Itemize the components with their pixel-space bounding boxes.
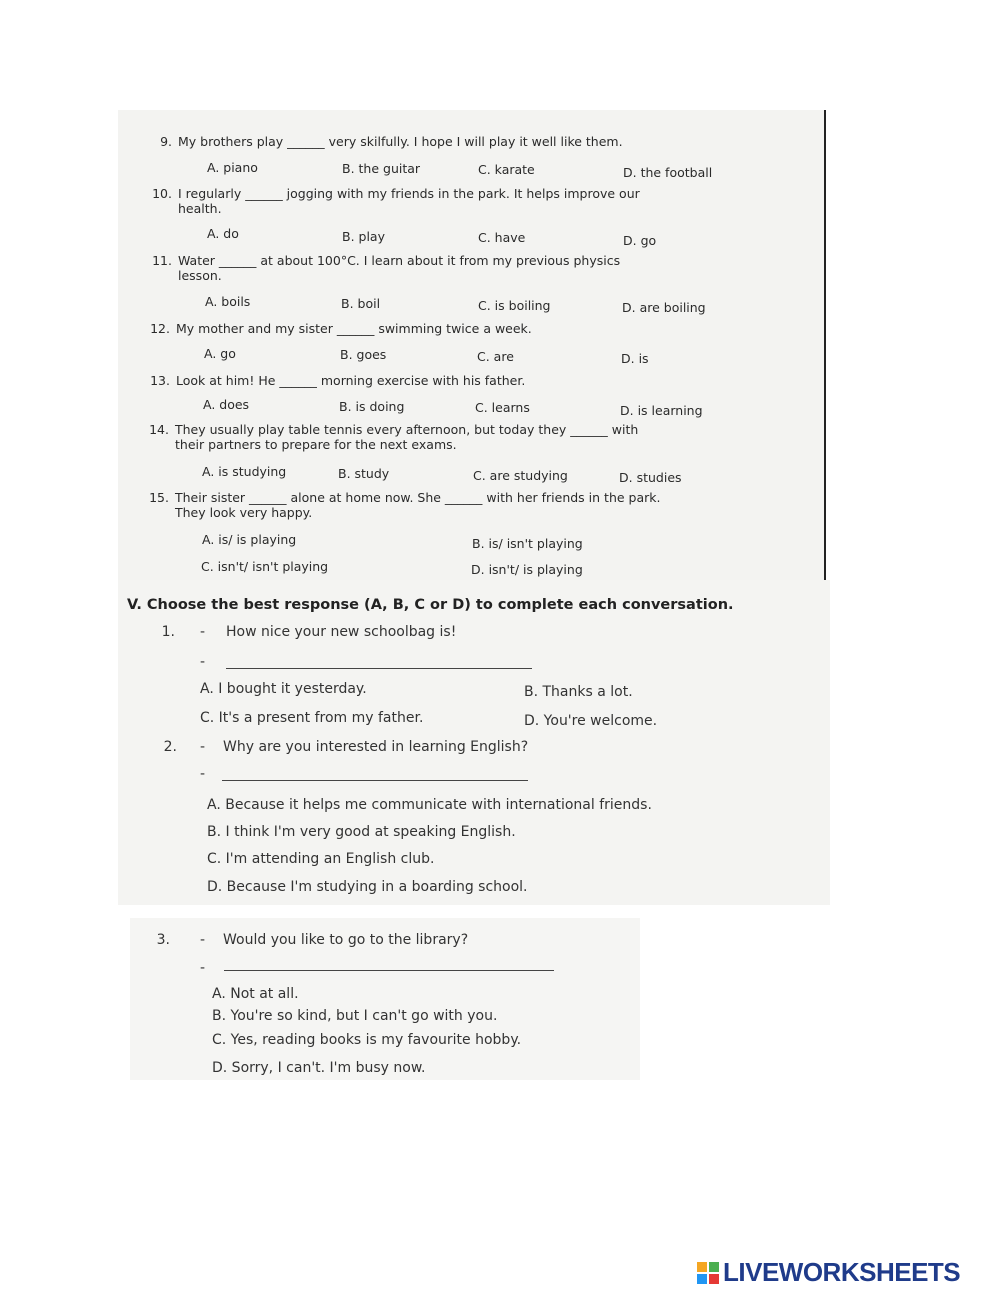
question-text-continued: health. xyxy=(178,201,222,216)
question-number: 12. xyxy=(150,321,170,336)
conversation-prompt: Why are you interested in learning English? xyxy=(223,739,529,755)
question-text: My brothers play ______ very skilfully. I hope I will play it well like them. xyxy=(178,134,623,149)
logo-grid-icon xyxy=(697,1262,719,1284)
conversation-prompt: Would you like to go to the library? xyxy=(223,932,469,948)
dialogue-dash: - xyxy=(200,932,206,948)
question-number: 15. xyxy=(149,490,169,505)
option-c: C. is boiling xyxy=(478,298,551,313)
option-a: A. Not at all. xyxy=(212,986,299,1002)
option-d: D. the football xyxy=(623,165,713,180)
question-number: 14. xyxy=(149,422,169,437)
option-d: D. is learning xyxy=(620,403,703,418)
answer-blank xyxy=(222,780,528,781)
option-d: D. are boiling xyxy=(622,300,706,315)
option-b: B. You're so kind, but I can't go with you. xyxy=(212,1008,498,1024)
question-text: Their sister ______ alone at home now. She ______ with her friends in the park. xyxy=(175,490,661,505)
option-b: B. goes xyxy=(340,347,387,362)
question-number: 9. xyxy=(160,134,172,149)
logo-square xyxy=(697,1274,707,1284)
conversation-number: 1. xyxy=(161,624,175,640)
dialogue-dash: - xyxy=(200,960,206,976)
section-heading: V. Choose the best response (A, B, C or D) to complete each conversation. xyxy=(127,597,734,613)
option-b: B. is doing xyxy=(339,399,405,414)
option-c: C. It's a present from my father. xyxy=(200,710,424,726)
option-d: D. Sorry, I can't. I'm busy now. xyxy=(212,1060,426,1076)
option-a: A. do xyxy=(207,226,239,241)
option-a: A. is/ is playing xyxy=(202,532,297,547)
question-text: My mother and my sister ______ swimming twice a week. xyxy=(176,321,532,336)
option-b: B. I think I'm very good at speaking English. xyxy=(207,824,516,840)
conversation-number: 2. xyxy=(163,739,177,755)
option-c: C. I'm attending an English club. xyxy=(207,851,435,867)
option-c: C. learns xyxy=(475,400,530,415)
option-d: D. isn't/ is playing xyxy=(471,562,583,577)
question-text: I regularly ______ jogging with my friends in the park. It helps improve our xyxy=(178,186,640,201)
option-b: B. play xyxy=(342,229,385,244)
option-a: A. is studying xyxy=(202,464,287,479)
dialogue-dash: - xyxy=(200,654,206,670)
option-a: A. go xyxy=(204,346,236,361)
option-a: A. boils xyxy=(205,294,251,309)
option-d: D. Because I'm studying in a boarding school. xyxy=(207,879,528,895)
logo-square xyxy=(697,1262,707,1272)
option-d: D. studies xyxy=(619,470,682,485)
option-c: C. have xyxy=(478,230,526,245)
option-b: B. Thanks a lot. xyxy=(524,684,633,700)
question-number: 11. xyxy=(152,253,172,268)
logo-square xyxy=(709,1274,719,1284)
answer-blank xyxy=(226,668,532,669)
option-d: D. go xyxy=(623,233,657,248)
option-b: B. study xyxy=(338,466,390,481)
dialogue-dash: - xyxy=(200,739,206,755)
conversation-prompt: How nice your new schoolbag is! xyxy=(226,624,457,640)
option-b: B. is/ isn't playing xyxy=(472,536,583,551)
question-text-continued: their partners to prepare for the next exams. xyxy=(175,437,457,452)
conversation-number: 3. xyxy=(156,932,170,948)
option-c: C. karate xyxy=(478,162,535,177)
logo-text: LIVEWORKSHEETS xyxy=(723,1257,961,1287)
logo-square xyxy=(709,1262,719,1272)
option-c: C. are xyxy=(477,349,514,364)
question-number: 10. xyxy=(152,186,172,201)
option-d: D. is xyxy=(621,351,649,366)
option-c: C. isn't/ isn't playing xyxy=(201,559,329,574)
liveworksheets-logo[interactable] xyxy=(697,1257,960,1288)
option-c: C. Yes, reading books is my favourite hobby. xyxy=(212,1032,522,1048)
question-text-continued: They look very happy. xyxy=(175,505,313,520)
option-b: B. boil xyxy=(341,296,381,311)
question-number: 13. xyxy=(150,373,170,388)
option-a: A. I bought it yesterday. xyxy=(200,681,367,697)
option-b: B. the guitar xyxy=(342,161,421,176)
option-d: D. You're welcome. xyxy=(524,713,658,729)
option-a: A. piano xyxy=(207,160,258,175)
option-a: A. Because it helps me communicate with international friends. xyxy=(207,797,652,813)
dialogue-dash: - xyxy=(200,766,206,782)
option-a: A. does xyxy=(203,397,250,412)
dialogue-dash: - xyxy=(200,624,206,640)
question-text: Look at him! He ______ morning exercise with his father. xyxy=(176,373,526,388)
answer-blank xyxy=(224,970,554,971)
option-c: C. are studying xyxy=(473,468,568,483)
question-text-continued: lesson. xyxy=(178,268,222,283)
question-text: Water ______ at about 100°C. I learn about it from my previous physics xyxy=(178,253,621,268)
question-text: They usually play table tennis every afternoon, but today they ______ with xyxy=(175,422,639,437)
